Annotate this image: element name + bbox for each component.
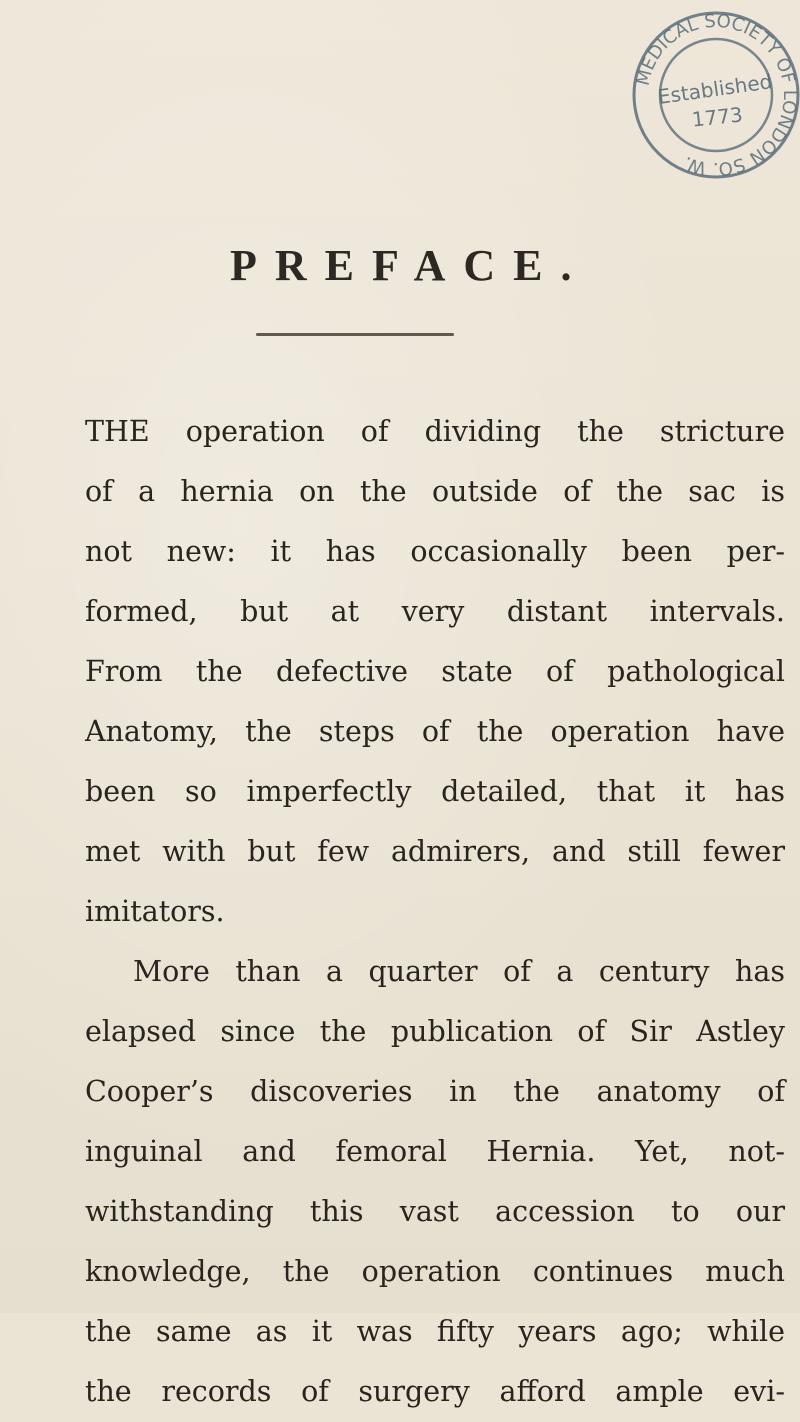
- stamp-ring-text: MEDICAL SOCIETY OF LONDON SO. W.: [632, 10, 800, 180]
- body-text: [85, 402, 785, 1422]
- text-line: imitators.: [85, 895, 225, 928]
- stamp-seal-graphic: [632, 0, 800, 190]
- text-line: knowledge, the operation continues much: [85, 1255, 785, 1288]
- title-divider: [256, 333, 454, 336]
- text-line: met with but few admirers, and still fewer: [85, 835, 785, 868]
- stamp-year: 1773: [690, 102, 744, 132]
- text-line: More than a quarter of a century has: [133, 955, 785, 988]
- text-line: been so imperfectly detailed, that it has: [85, 775, 785, 808]
- text-line: the records of surgery afford ample evi-: [85, 1375, 785, 1408]
- text-line: From the defective state of pathological: [85, 655, 785, 688]
- text-line: formed, but at very distant intervals.: [85, 595, 785, 628]
- library-stamp: [632, 0, 800, 190]
- text-line: not new: it has occasionally been per-: [85, 535, 785, 568]
- text-line: THE operation of dividing the stricture: [85, 415, 785, 448]
- paragraph-2: [85, 942, 785, 1422]
- text-line: withstanding this vast accession to our: [85, 1195, 785, 1228]
- page-title: PREFACE.: [230, 241, 590, 290]
- text-line: Anatomy, the steps of the operation have: [85, 715, 785, 748]
- text-line: elapsed since the publication of Sir Astley: [85, 1015, 785, 1048]
- stamp-established: Established: [656, 69, 774, 109]
- text-line: inguinal and femoral Hernia. Yet, not-: [85, 1135, 785, 1168]
- text-line: of a hernia on the outside of the sac is: [85, 475, 785, 508]
- text-line: the same as it was fifty years ago; while: [85, 1315, 785, 1348]
- text-line: Cooper’s discoveries in the anatomy of: [85, 1075, 785, 1108]
- paragraph-1: [85, 402, 785, 942]
